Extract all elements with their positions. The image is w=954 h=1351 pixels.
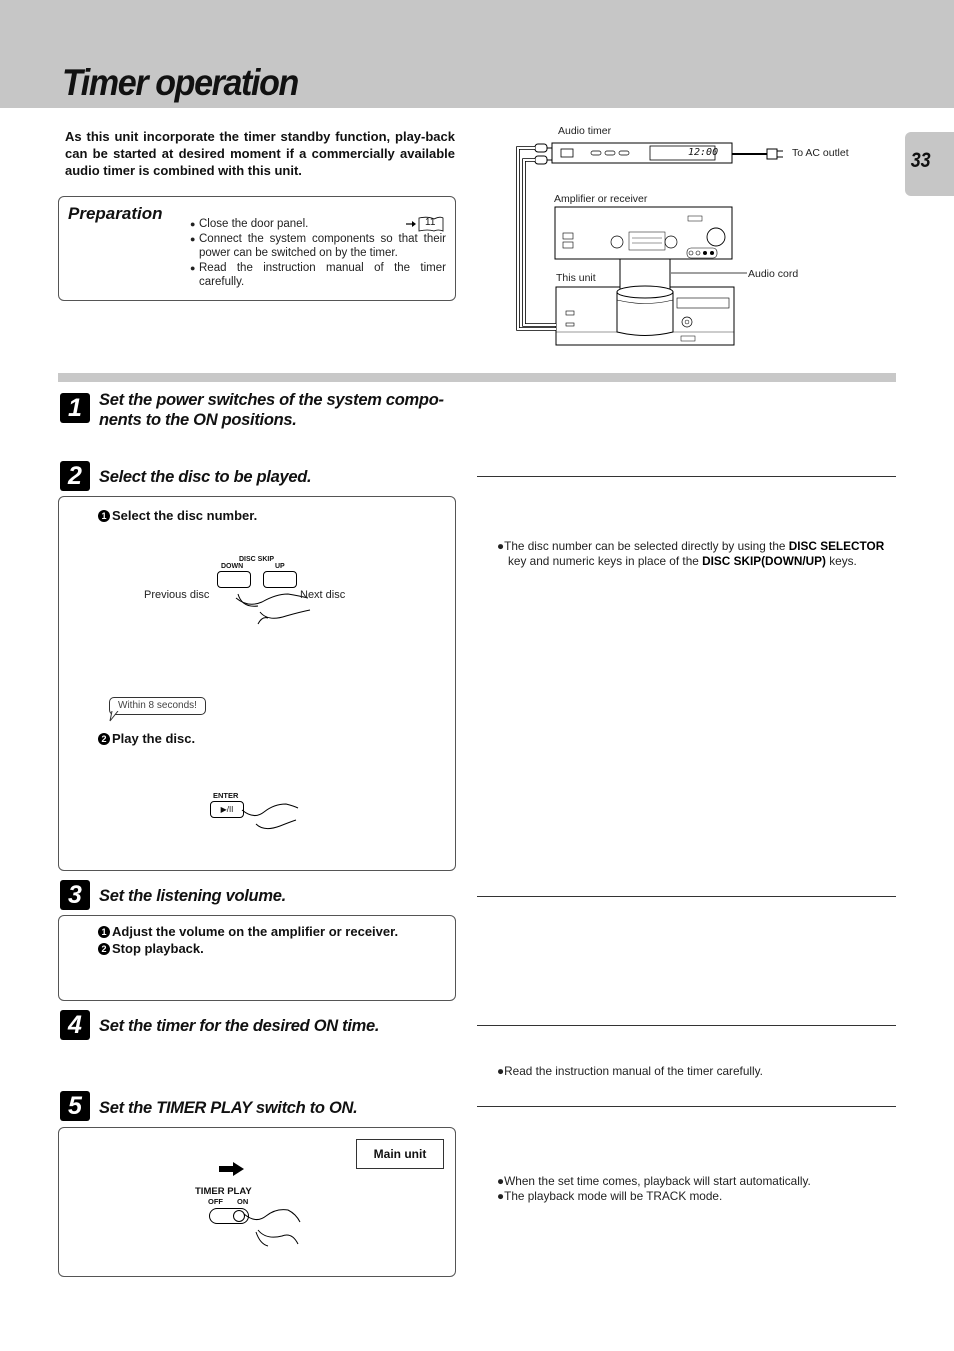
- step-5-notes: [497, 1174, 897, 1204]
- pointing-hand-icon: [236, 796, 306, 836]
- bubble-tail-icon: [108, 711, 120, 723]
- step-4-note: ●Read the instruction manual of the timer carefully.: [497, 1064, 763, 1078]
- page-ref-number: 11: [425, 217, 436, 228]
- preparation-title: Preparation: [68, 204, 163, 223]
- page-number: 33: [910, 149, 931, 172]
- step-2-sub-2: 2 Play the disc.: [98, 731, 195, 746]
- label-audio-cord: Audio cord: [748, 268, 799, 280]
- step-1-title: Set the power switches of the system compo-nents to the ON positions.: [99, 391, 444, 429]
- divider: [477, 896, 896, 897]
- bullet-icon: ●: [190, 233, 196, 244]
- pointing-hand-icon: [228, 580, 338, 630]
- label-up: UP: [275, 563, 285, 570]
- step-4-title: Set the timer for the desired ON time.: [99, 1017, 380, 1035]
- main-unit-label: Main unit: [356, 1139, 444, 1169]
- label-down: DOWN: [221, 563, 244, 570]
- step-2-title: Select the disc to be played.: [99, 468, 312, 486]
- bullet-icon: ●: [190, 262, 196, 273]
- bullet-icon: ●: [497, 1174, 505, 1188]
- label-off: OFF: [208, 1197, 223, 1206]
- divider: [477, 1106, 896, 1107]
- list-item: ●The playback mode will be TRACK mode.: [497, 1189, 723, 1203]
- label-enter: ENTER: [213, 791, 239, 800]
- circled-1-icon: 1: [98, 926, 110, 938]
- label-this-unit: This unit: [556, 272, 596, 284]
- label-on: ON: [237, 1197, 249, 1206]
- label-next-disc: Next disc: [300, 589, 346, 601]
- page-number-tab: [905, 132, 954, 196]
- step-5-title: Set the TIMER PLAY switch to ON.: [99, 1099, 358, 1117]
- divider: [477, 1025, 896, 1026]
- enter-play-pause-button[interactable]: ▶/II: [210, 801, 244, 818]
- section-rule: [58, 373, 896, 382]
- label-previous-disc: Previous disc: [144, 589, 210, 601]
- circled-1-icon: 1: [98, 510, 110, 522]
- step-1-badge: 1: [60, 393, 90, 423]
- arrow-right-icon: [218, 1161, 246, 1177]
- label-amplifier: Amplifier or receiver: [554, 193, 648, 205]
- label-timer-play: TIMER PLAY: [195, 1186, 252, 1197]
- within-seconds-bubble: Within 8 seconds!: [109, 697, 206, 715]
- circled-2-icon: 2: [98, 733, 110, 745]
- timer-display: 12:00: [688, 147, 719, 158]
- step-3-title: Set the listening volume.: [99, 887, 286, 905]
- step-2-sub-1: 1 Select the disc number.: [98, 508, 257, 523]
- intro-text: As this unit incorporate the timer standby function, play-back can be started at desired moment if a commercially available audio timer is combined with this unit.: [65, 129, 455, 178]
- bullet-icon: ●: [497, 1189, 505, 1203]
- label-disc-skip: DISC SKIP: [239, 556, 275, 563]
- list-item: ● Close the door panel.: [190, 218, 309, 230]
- label-audio-timer: Audio timer: [558, 125, 612, 137]
- step-4-badge: 4: [60, 1010, 90, 1040]
- page-reference: [405, 216, 445, 237]
- list-item: ●When the set time comes, playback will start automatically.: [497, 1174, 811, 1188]
- step-3-sub-2: 2 Stop playback.: [98, 941, 204, 956]
- label-to-ac-outlet: To AC outlet: [792, 147, 849, 159]
- list-item: ● Connect the system components so that their power can be switched on by the timer.: [190, 232, 446, 260]
- bullet-icon: ●: [190, 219, 196, 229]
- bullet-icon: ●: [497, 539, 505, 553]
- divider: [477, 476, 896, 477]
- circled-2-icon: 2: [98, 943, 110, 955]
- list-item: ● Read the instruction manual of the timer carefully.: [190, 261, 446, 289]
- step-2-note: ●The disc number can be selected directly by using the DISC SELECTOR key and numeric keys in place of the DISC SKIP(DOWN/UP) keys.: [497, 539, 885, 568]
- page-title: Timer operation: [62, 62, 298, 103]
- step-3-sub-1: 1 Adjust the volume on the amplifier or receiver.: [98, 924, 398, 939]
- step-2-badge: 2: [60, 461, 90, 491]
- pointing-hand-icon: [238, 1200, 308, 1250]
- step-5-badge: 5: [60, 1091, 90, 1121]
- bullet-icon: ●: [497, 1064, 505, 1078]
- step-3-badge: 3: [60, 880, 90, 910]
